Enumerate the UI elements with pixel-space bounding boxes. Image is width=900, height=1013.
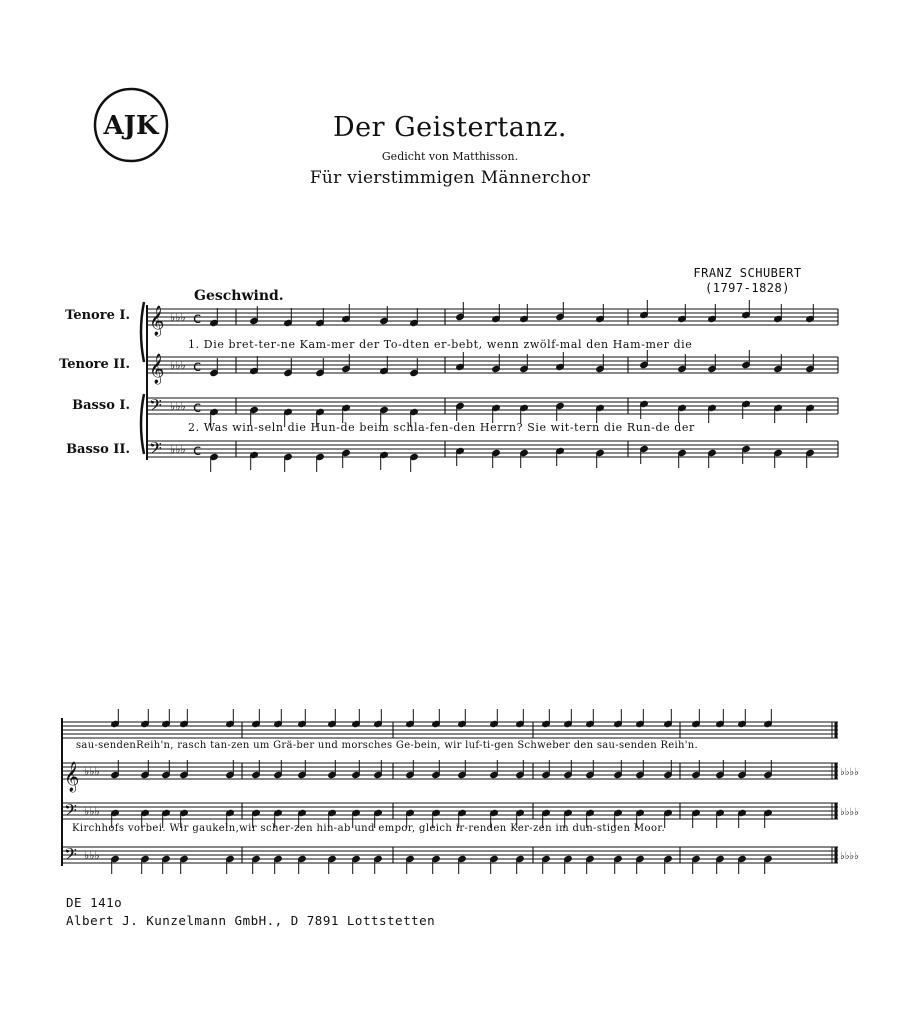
key-signature-flats: ♭♭♭: [170, 443, 186, 456]
time-signature: c: [193, 309, 202, 327]
time-signature: c: [193, 357, 202, 375]
page-title: Der Geistertanz.: [332, 112, 568, 143]
footer: [66, 894, 435, 930]
key-signature-flats: ♭♭♭: [170, 359, 186, 372]
bass-clef-icon: 𝄢: [149, 395, 162, 419]
clefs-and-signs: [64, 305, 859, 868]
part-name-basso-2: Basso II.: [66, 442, 130, 457]
system-bracket: [141, 302, 144, 454]
key-signature-flats: ♭♭♭: [84, 805, 100, 818]
notes: [111, 300, 815, 874]
composer-name: FRANZ SCHUBERT: [693, 266, 802, 280]
treble-clef-icon: 𝄞: [149, 354, 165, 384]
time-signature: c: [193, 441, 202, 459]
key-signature-flats: ♭♭♭: [84, 849, 100, 862]
key-signature-flats: ♭♭♭: [84, 765, 100, 778]
lyric-system1-verse1: 1. Die bret-ter-ne Kam-mer der To-dten er-bebt, wenn zwölf-mal den Ham-mer die: [188, 338, 693, 351]
key-signature-flats: ♭♭♭: [170, 311, 186, 324]
part-name-tenore-1: Tenore I.: [65, 308, 130, 323]
key-signature-flats: ♭♭♭: [170, 400, 186, 413]
lyric-system2-verse1: sau-sendenReih'n, rasch tan-zen um Grä-ber und morsches Ge-bein, wir luf-ti-gen Schweber den sau-senden Reih'n.: [76, 740, 699, 751]
key-signature-flats: ♭♭♭♭: [840, 851, 859, 862]
key-signature-flats: ♭♭♭♭: [840, 807, 859, 818]
tempo-marking: Geschwind.: [194, 288, 284, 304]
catalog-code: DE 141o: [66, 895, 123, 910]
treble-clef-icon: 𝄞: [64, 762, 80, 792]
publisher-address: Albert J. Kunzelmann GmbH., D 7891 Lottstetten: [66, 913, 436, 928]
bass-clef-icon: 𝄢: [149, 438, 162, 462]
treble-clef-icon: 𝄞: [149, 306, 165, 336]
barlines: [62, 302, 838, 866]
part-name-basso-1: Basso I.: [72, 398, 130, 413]
lyric-system2-verse2: Kirchhofs vorbei. Wir gaukeln,wir scher-zen hin-ab und empor, gleich ir-renden Ker-zen im dun-stigen Moor.: [72, 823, 666, 834]
subtitle: Gedicht von Matthisson.: [381, 150, 519, 163]
composer-dates: (1797-1828): [705, 281, 790, 295]
part-name-tenore-2: Tenore II.: [59, 357, 130, 372]
bass-clef-icon: 𝄢: [64, 800, 77, 824]
lyric-system1-verse2: 2. Was win-seln die Hun-de beim schla-fen-den Herrn? Sie wit-tern die Run-de der: [188, 421, 695, 434]
time-signature: c: [193, 398, 202, 416]
logo-lettering: AJK: [103, 111, 159, 141]
staff-lines: [62, 309, 838, 863]
voicing: Für vierstimmigen Männerchor: [309, 168, 591, 188]
bass-clef-icon: 𝄢: [64, 844, 77, 868]
key-signature-flats: ♭♭♭♭: [840, 767, 859, 778]
